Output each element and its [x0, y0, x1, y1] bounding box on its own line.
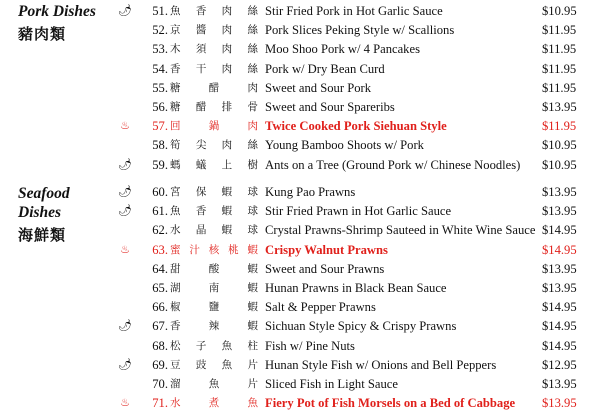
pork-section-title: Pork Dishes: [18, 3, 96, 20]
item-english-name: Crispy Walnut Prawns: [265, 242, 388, 257]
item-english-name: Ants on a Tree (Ground Pork w/ Chinese Noodles): [265, 157, 521, 172]
item-chinese-name: 蜜 汁 核 桃 蝦: [170, 243, 258, 256]
menu-item-row: [112, 117, 600, 136]
item-number: 51.: [152, 4, 168, 18]
item-price: $14.95: [542, 319, 577, 334]
menu-item-row: [112, 183, 600, 202]
item-chinese-name: 京 醬 肉 絲: [170, 24, 258, 37]
item-number: 57.: [152, 119, 168, 134]
item-price: $13.95: [542, 185, 577, 199]
item-price: $10.95: [542, 4, 577, 18]
item-number: 68.: [152, 338, 168, 353]
item-number: 64.: [152, 261, 168, 276]
menu-item-row: [112, 98, 600, 117]
item-price: $10.95: [542, 157, 577, 172]
item-number: 71.: [152, 396, 168, 411]
item-chinese-name: 魚 香 肉 絲: [170, 5, 258, 17]
item-price: $13.95: [542, 376, 577, 391]
item-price: $11.95: [542, 42, 577, 57]
menu-item-row: [112, 394, 600, 413]
item-price: $13.95: [542, 280, 577, 295]
item-english-name: Twice Cooked Pork Siehuan Style: [265, 119, 447, 134]
seafood-section-title-line-2: Dishes: [18, 204, 62, 221]
item-price: $13.95: [542, 261, 577, 276]
item-number: 58.: [152, 138, 168, 153]
item-english-name: Sliced Fish in Light Sauce: [265, 376, 398, 391]
item-chinese-name: 溜 魚 片: [170, 377, 258, 390]
item-chinese-name: 香 干 肉 絲: [170, 62, 258, 75]
item-price: $11.95: [542, 23, 577, 38]
item-price: $11.95: [542, 80, 577, 95]
item-english-name: Pork Slices Peking Style w/ Scallions: [265, 23, 455, 38]
item-english-name: Sweet and Sour Prawns: [265, 261, 385, 276]
item-chinese-name: 椒 鹽 蝦: [170, 301, 258, 314]
menu-item-row: [112, 79, 600, 98]
menu-item-row: [112, 40, 600, 59]
item-number: 53.: [152, 42, 168, 57]
item-chinese-name: 螞 蟻 上 樹: [170, 158, 258, 171]
item-price: $11.95: [542, 119, 577, 134]
item-price: $12.95: [542, 357, 577, 372]
item-price: $10.95: [542, 138, 577, 153]
menu-item-row: [112, 298, 600, 317]
item-chinese-name: 糖 醋 肉: [170, 81, 258, 94]
item-price: $14.95: [542, 242, 577, 257]
item-number: 67.: [152, 319, 168, 334]
item-chinese-name: 水 晶 蝦 球: [170, 224, 258, 237]
item-english-name: Hunan Prawns in Black Bean Sauce: [265, 280, 447, 295]
menu-item-row: [112, 156, 600, 175]
menu-item-row: [112, 375, 600, 394]
item-chinese-name: 木 須 肉 絲: [170, 43, 258, 56]
item-number: 70.: [152, 376, 168, 391]
item-price: $13.95: [542, 99, 577, 114]
item-english-name: Pork w/ Dry Bean Curd: [265, 61, 385, 76]
item-number: 61.: [152, 204, 168, 219]
item-price: $14.95: [542, 338, 577, 353]
item-number: 56.: [152, 99, 168, 114]
item-number: 54.: [152, 61, 168, 76]
item-english-name: Sichuan Style Spicy & Crispy Prawns: [265, 319, 457, 334]
item-chinese-name: 香 辣 蝦: [170, 320, 258, 333]
item-number: 59.: [152, 157, 168, 172]
item-chinese-name: 宮 保 蝦 球: [170, 186, 258, 198]
item-price: $14.95: [542, 223, 577, 238]
item-price: $11.95: [542, 61, 577, 76]
item-english-name: Crystal Prawns-Shrimp Sauteed in White Wine Sauce: [265, 223, 536, 238]
item-chinese-name: 水 煮 魚: [170, 397, 258, 410]
item-english-name: Moo Shoo Pork w/ 4 Pancakes: [265, 42, 420, 57]
item-english-name: Fiery Pot of Fish Morsels on a Bed of Cabbage: [265, 396, 516, 411]
item-number: 62.: [152, 223, 168, 238]
item-number: 66.: [152, 300, 168, 315]
menu-item-row: [112, 279, 600, 298]
menu-item-row: [112, 337, 600, 356]
menu-item-row: [112, 202, 600, 221]
seafood-section-heading: [18, 184, 118, 245]
item-chinese-name: 糖 醋 排 骨: [170, 100, 258, 113]
item-english-name: Fish w/ Pine Nuts: [265, 338, 355, 353]
menu-item-row: [112, 356, 600, 375]
item-price: $13.95: [542, 204, 577, 219]
item-chinese-name: 回 鍋 肉: [170, 120, 258, 133]
item-chinese-name: 豆 豉 魚 片: [170, 358, 258, 371]
item-english-name: Stir Fried Pork in Hot Garlic Sauce: [265, 4, 443, 18]
item-english-name: Salt & Pepper Prawns: [265, 300, 376, 315]
item-number: 69.: [152, 357, 168, 372]
item-english-name: Sweet and Sour Pork: [265, 80, 371, 95]
pork-section-title-chinese: 豬肉類: [18, 25, 67, 43]
menu-item-row: [112, 2, 600, 21]
menu-item-row: [112, 21, 600, 40]
item-chinese-name: 松 子 魚 柱: [170, 339, 258, 352]
item-number: 52.: [152, 23, 168, 38]
menu-item-row: [112, 260, 600, 279]
item-number: 60.: [152, 185, 168, 199]
seafood-section-title-chinese: 海鮮類: [18, 226, 67, 244]
item-number: 65.: [152, 280, 168, 295]
menu-item-row: [112, 221, 600, 240]
pork-menu-list: [112, 2, 600, 175]
item-english-name: Stir Fried Prawn in Hot Garlic Sauce: [265, 204, 452, 219]
item-number: 55.: [152, 80, 168, 95]
item-chinese-name: 魚 香 蝦 球: [170, 205, 258, 218]
item-price: $14.95: [542, 300, 577, 315]
menu-item-row: [112, 241, 600, 260]
item-english-name: Hunan Style Fish w/ Onions and Bell Peppers: [265, 357, 497, 372]
seafood-menu-list: [112, 183, 600, 413]
item-english-name: Young Bamboo Shoots w/ Pork: [265, 138, 424, 153]
item-english-name: Kung Pao Prawns: [265, 185, 356, 199]
item-number: 63.: [152, 242, 168, 257]
menu-item-row: [112, 60, 600, 79]
item-price: $13.95: [542, 396, 577, 411]
pork-section-heading: [18, 2, 118, 44]
item-chinese-name: 甜 酸 蝦: [170, 262, 258, 275]
menu-item-row: [112, 136, 600, 155]
item-chinese-name: 湖 南 蝦: [170, 281, 258, 294]
item-english-name: Sweet and Sour Spareribs: [265, 99, 395, 114]
menu-item-row: [112, 317, 600, 336]
seafood-section-title-line-1: Seafood: [18, 185, 70, 202]
item-chinese-name: 筍 尖 肉 絲: [170, 139, 258, 152]
